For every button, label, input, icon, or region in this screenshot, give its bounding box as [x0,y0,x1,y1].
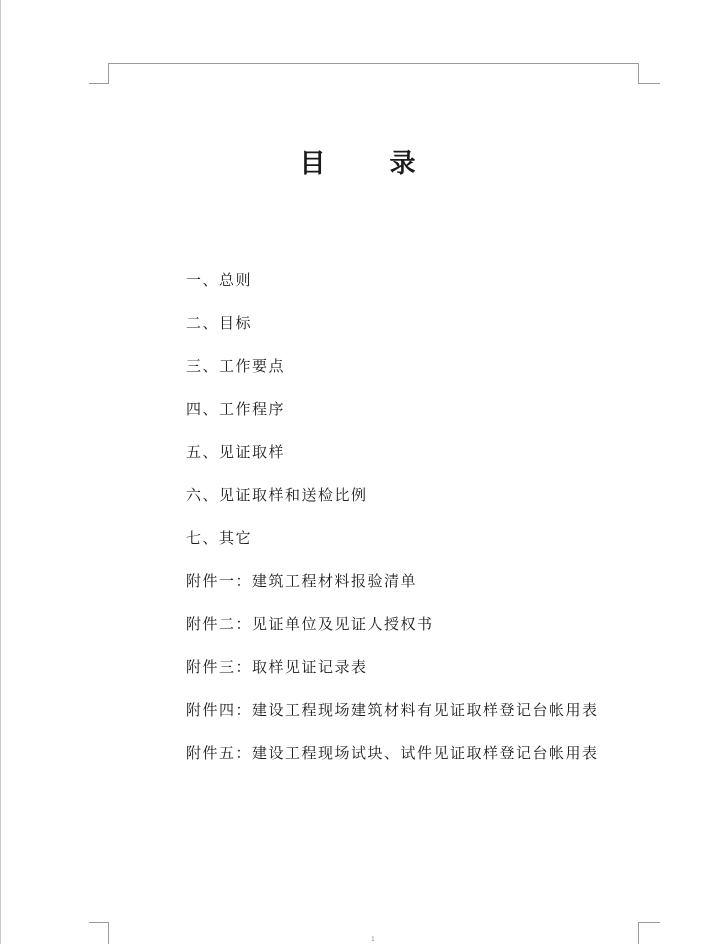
toc-item[interactable]: 附件三：取样见证记录表 [186,658,368,676]
toc-item[interactable]: 四、工作程序 [186,400,286,418]
crop-mark-bottom-left-v [108,922,109,944]
toc-item[interactable]: 附件五：建设工程现场试块、试件见证取样登记台帐用表 [186,744,599,762]
toc-item[interactable]: 附件四：建设工程现场建筑材料有见证取样登记台帐用表 [186,701,599,719]
crop-mark-bottom-left-h [89,922,109,923]
crop-mark-top-right-v [638,63,639,84]
toc-item[interactable]: 附件二：见证单位及见证人授权书 [186,615,434,633]
crop-mark-bottom-right-h [638,922,660,923]
page-title [1,143,713,180]
crop-mark-top-left-h [89,83,109,84]
crop-mark-top-right-h [638,83,660,84]
toc-item[interactable]: 六、见证取样和送检比例 [186,486,368,504]
header-rule [108,63,639,64]
crop-mark-bottom-right-v [638,922,639,944]
toc-item[interactable]: 五、见证取样 [186,443,286,461]
toc-item[interactable]: 三、工作要点 [186,357,286,375]
toc-item[interactable]: 一、总则 [186,271,253,289]
toc-item[interactable]: 附件一：建筑工程材料报验清单 [186,572,418,590]
table-of-contents [186,266,599,782]
crop-mark-top-left-v [108,63,109,84]
toc-item[interactable]: 二、目标 [186,314,253,332]
title-char-left: 目 [299,149,326,179]
title-char-right: 录 [389,149,416,179]
page-number: 1 [371,936,375,943]
toc-item[interactable]: 七、其它 [186,529,253,547]
